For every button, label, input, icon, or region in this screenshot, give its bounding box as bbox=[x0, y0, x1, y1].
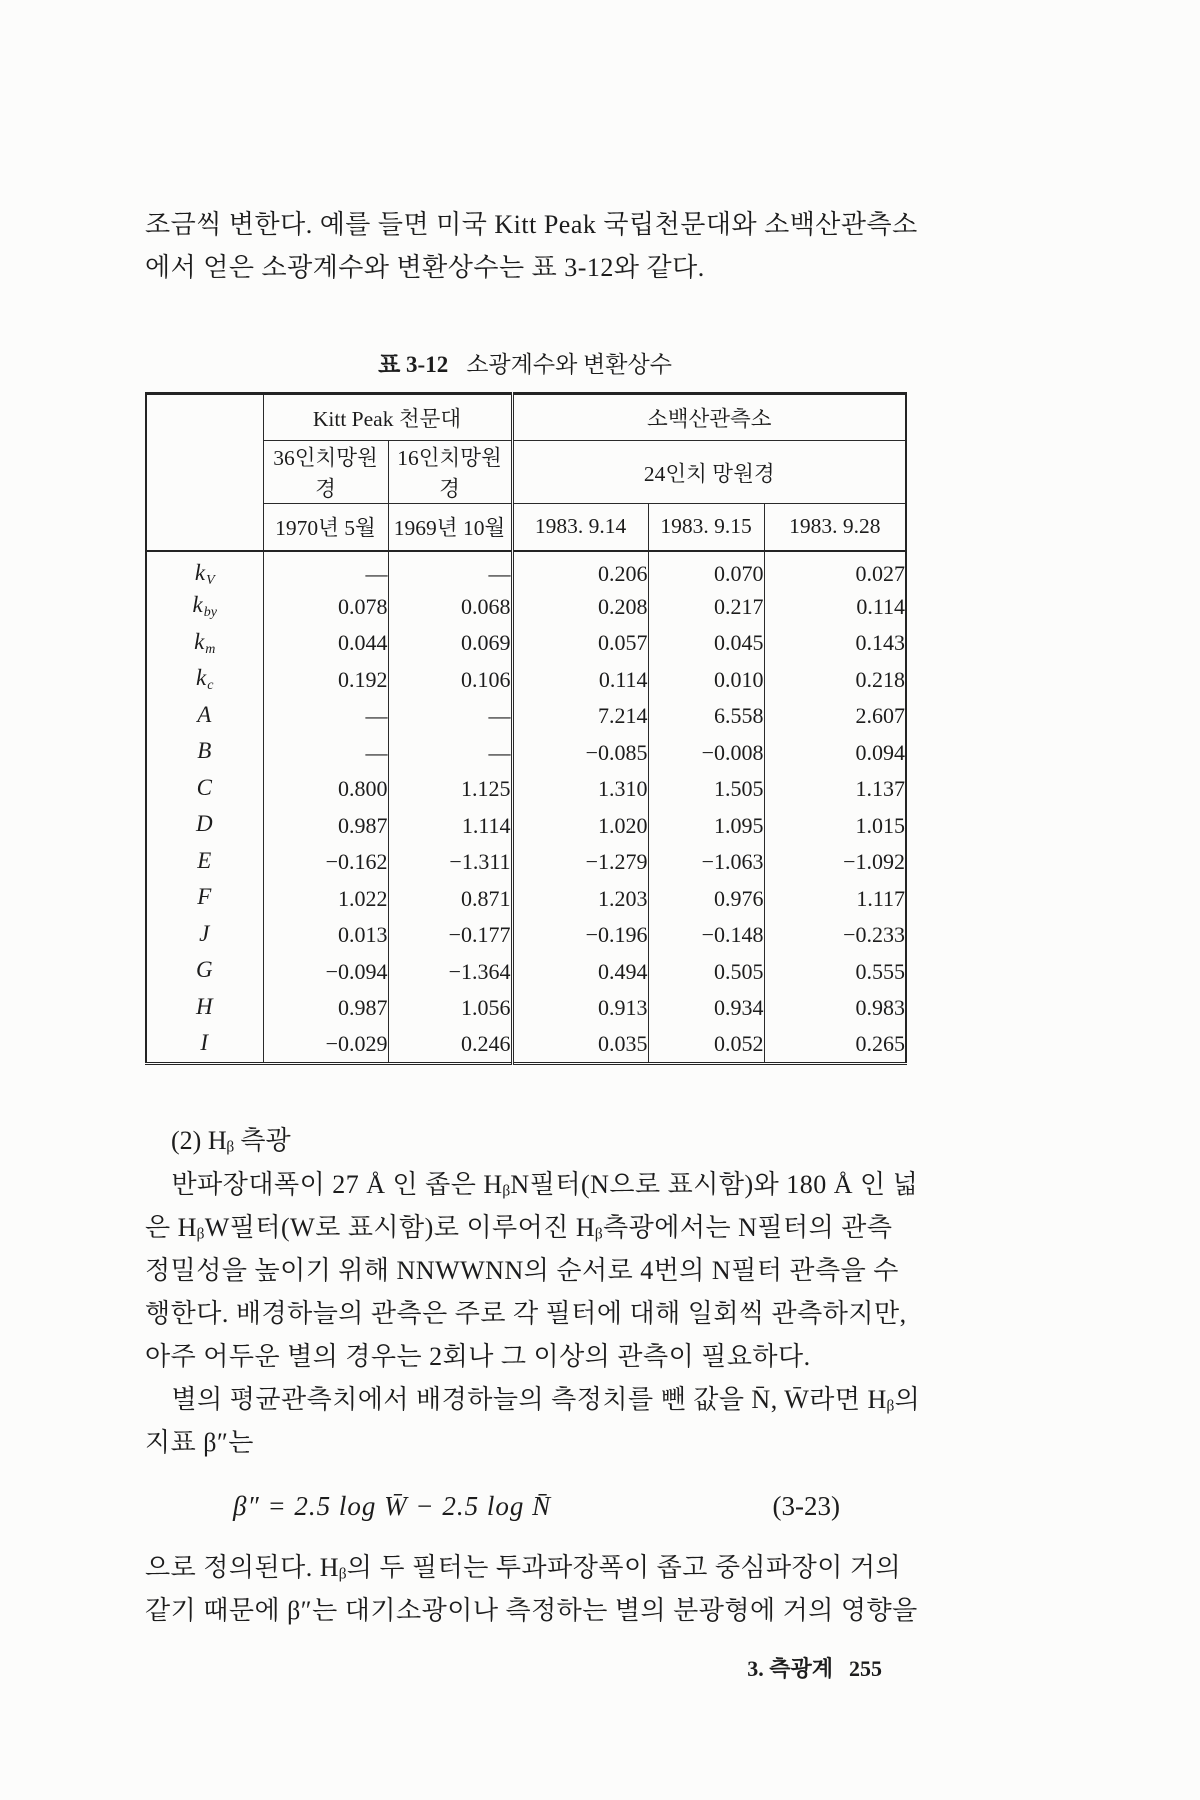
table-cell: — bbox=[365, 703, 388, 729]
table-cell: 1.505 bbox=[648, 771, 764, 808]
table-cell: −0.029 bbox=[325, 1031, 388, 1056]
table-cell: 7.214 bbox=[512, 698, 648, 735]
telescope-header-36inch: 36인치망원경 bbox=[263, 441, 388, 504]
table-cell: 0.094 bbox=[764, 735, 906, 772]
equation-number: (3-23) bbox=[772, 1490, 840, 1521]
table-cell: 0.044 bbox=[338, 630, 388, 656]
table-cell: 1.056 bbox=[388, 990, 512, 1027]
text-line: 행한다. 배경하늘의 관측은 주로 각 필터에 대해 일회씩 관측하지만, bbox=[145, 1298, 907, 1328]
table-row bbox=[146, 844, 906, 881]
empty-corner-cell bbox=[146, 394, 263, 551]
row-label: D bbox=[146, 808, 263, 845]
telescope-header-16inch: 16인치망원경 bbox=[388, 441, 512, 504]
table-cell: 1.015 bbox=[764, 808, 906, 845]
table-cell: 0.217 bbox=[648, 589, 764, 626]
table-cell: 0.505 bbox=[648, 954, 764, 991]
table-cell: −0.233 bbox=[764, 917, 906, 954]
table-row bbox=[146, 735, 906, 772]
date-header: 1983. 9.28 bbox=[764, 504, 906, 551]
paragraph-2 bbox=[145, 1378, 921, 1464]
equation-formula: β″ = 2.5 log W̄ − 2.5 log N̄ bbox=[233, 1490, 552, 1521]
table-header bbox=[146, 394, 906, 551]
table-row bbox=[146, 881, 906, 918]
table-cell: −1.279 bbox=[512, 844, 648, 881]
table-cell: −0.094 bbox=[325, 958, 388, 984]
row-label: E bbox=[146, 844, 263, 881]
footer-section-title: 3. 측광계 bbox=[747, 1655, 833, 1681]
table-cell: 0.052 bbox=[648, 1027, 764, 1064]
footer-page-number: 255 bbox=[849, 1655, 882, 1681]
table-cell: 0.206 bbox=[512, 551, 648, 589]
section-heading-hbeta: (2) Hᵦ 측광 bbox=[145, 1125, 291, 1155]
text-line: 으로 정의된다. Hᵦ의 두 필터는 투과파장폭이 좁고 중심파장이 거의 bbox=[145, 1552, 902, 1582]
page-content bbox=[145, 203, 921, 1683]
table-cell: 0.555 bbox=[764, 954, 906, 991]
date-header: 1970년 5월 bbox=[275, 516, 376, 541]
table-cell: −0.162 bbox=[325, 849, 388, 875]
row-label: G bbox=[146, 954, 263, 991]
text-line: 같기 때문에 β″는 대기소광이나 측정하는 별의 분광형에 거의 영향을 bbox=[145, 1595, 918, 1625]
table-cell: 0.246 bbox=[388, 1027, 512, 1064]
table-cell: 0.494 bbox=[512, 954, 648, 991]
text-line: 은 HᵦW필터(W로 표시함)로 이루어진 Hᵦ측광에서는 N필터의 관측 bbox=[145, 1212, 893, 1242]
table-cell: — bbox=[388, 698, 512, 735]
table-cell: 0.010 bbox=[648, 662, 764, 699]
table-cell: 0.143 bbox=[764, 625, 906, 662]
table-cell: −1.063 bbox=[648, 844, 764, 881]
intro-paragraph bbox=[145, 203, 918, 289]
table-cell: −0.085 bbox=[512, 735, 648, 772]
table-row bbox=[146, 917, 906, 954]
table-cell: −0.008 bbox=[648, 735, 764, 772]
extinction-coefficients-table bbox=[145, 392, 907, 1065]
table-row bbox=[146, 954, 906, 991]
table-cell: 0.265 bbox=[764, 1027, 906, 1064]
table-row bbox=[146, 551, 906, 589]
table-cell: 0.068 bbox=[388, 589, 512, 626]
table-cell: 0.106 bbox=[388, 662, 512, 699]
table-cell: 1.137 bbox=[764, 771, 906, 808]
row-label: $k_V$ bbox=[146, 551, 263, 589]
table-cell: 0.114 bbox=[512, 662, 648, 699]
column-group-sobaeksan: 소백산관측소 bbox=[512, 394, 906, 441]
row-label: $k_{by}$ bbox=[146, 589, 263, 626]
telescope-header-24inch: 24인치 망원경 bbox=[512, 441, 906, 504]
text-line: 아주 어두운 별의 경우는 2회나 그 이상의 관측이 필요하다. bbox=[145, 1341, 811, 1371]
table-cell: — bbox=[388, 735, 512, 772]
table-cell: 0.934 bbox=[648, 990, 764, 1027]
table-cell: −0.177 bbox=[388, 917, 512, 954]
table-cell: 1.125 bbox=[388, 771, 512, 808]
table-row bbox=[146, 1027, 906, 1064]
table-cell: 0.035 bbox=[512, 1027, 648, 1064]
table-cell: — bbox=[388, 551, 512, 589]
table-cell: 0.114 bbox=[764, 589, 906, 626]
equation-3-23 bbox=[145, 1484, 910, 1528]
table-row bbox=[146, 808, 906, 845]
table-cell: 0.913 bbox=[512, 990, 648, 1027]
table-cell: −0.148 bbox=[648, 917, 764, 954]
paragraph-1 bbox=[145, 1163, 919, 1378]
table-row bbox=[146, 990, 906, 1027]
table-row bbox=[146, 589, 906, 626]
table-cell: −1.092 bbox=[764, 844, 906, 881]
table-cell: −1.311 bbox=[388, 844, 512, 881]
table-row bbox=[146, 698, 906, 735]
table-cell: 0.218 bbox=[764, 662, 906, 699]
table-cell: — bbox=[365, 739, 388, 765]
table-cell: 0.078 bbox=[338, 593, 388, 619]
table-caption bbox=[145, 351, 905, 379]
table-cell: 0.013 bbox=[338, 922, 388, 948]
table-cell: 1.095 bbox=[648, 808, 764, 845]
page-footer bbox=[145, 1652, 910, 1683]
table-cell: 1.310 bbox=[512, 771, 648, 808]
table-cell: −1.364 bbox=[388, 954, 512, 991]
table-cell: 6.558 bbox=[648, 698, 764, 735]
row-label: $k_m$ bbox=[146, 625, 263, 662]
table-cell: 1.020 bbox=[512, 808, 648, 845]
table-body bbox=[146, 551, 906, 1064]
text-line: 별의 평균관측치에서 배경하늘의 측정치를 뺀 값을 N̄, W̄라면 Hᵦ의 bbox=[145, 1384, 921, 1414]
text-line: 에서 얻은 소광계수와 변환상수는 표 3-12와 같다. bbox=[145, 253, 705, 282]
row-label: $k_c$ bbox=[146, 662, 263, 699]
table-cell: 1.203 bbox=[512, 881, 648, 918]
table-cell: 1.114 bbox=[388, 808, 512, 845]
table-caption-label: 표 3-12 bbox=[378, 352, 449, 377]
date-header: 1969년 10월 bbox=[388, 504, 512, 551]
row-label: C bbox=[146, 771, 263, 808]
table-cell: 0.045 bbox=[648, 625, 764, 662]
table-cell: 0.987 bbox=[338, 995, 388, 1021]
row-label: I bbox=[146, 1027, 263, 1064]
column-group-kitt-peak: Kitt Peak 천문대 bbox=[263, 394, 512, 441]
text-line: 조금씩 변한다. 예를 들면 미국 Kitt Peak 국립천문대와 소백산관측소 bbox=[145, 210, 918, 239]
row-label: F bbox=[146, 881, 263, 918]
table-cell: — bbox=[365, 561, 388, 586]
date-header: 1983. 9.14 bbox=[512, 504, 648, 551]
table-cell: 0.070 bbox=[648, 551, 764, 589]
row-label: H bbox=[146, 990, 263, 1027]
table-cell: 0.800 bbox=[338, 776, 388, 802]
table-row bbox=[146, 771, 906, 808]
text-line: 반파장대폭이 27 Å 인 좁은 HᵦN필터(N으로 표시함)와 180 Å 인 넓 bbox=[145, 1169, 919, 1199]
table-cell: 0.192 bbox=[338, 666, 388, 692]
table-cell: 0.983 bbox=[764, 990, 906, 1027]
text-line: 지표 β″는 bbox=[145, 1427, 254, 1457]
table-row bbox=[146, 662, 906, 699]
text-line: 정밀성을 높이기 위해 NNWWNN의 순서로 4번의 N필터 관측을 수 bbox=[145, 1255, 899, 1285]
table-cell: 2.607 bbox=[764, 698, 906, 735]
table-cell: 0.208 bbox=[512, 589, 648, 626]
row-label: A bbox=[146, 698, 263, 735]
row-label: J bbox=[146, 917, 263, 954]
table-cell: 1.022 bbox=[338, 885, 388, 911]
row-label: B bbox=[146, 735, 263, 772]
table-cell: 0.987 bbox=[338, 812, 388, 838]
table-cell: 0.027 bbox=[764, 551, 906, 589]
paragraph-3 bbox=[145, 1546, 918, 1632]
table-cell: 0.871 bbox=[388, 881, 512, 918]
table-cell: 0.069 bbox=[388, 625, 512, 662]
table-row bbox=[146, 625, 906, 662]
table-cell: 1.117 bbox=[764, 881, 906, 918]
date-header: 1983. 9.15 bbox=[648, 504, 764, 551]
table-cell: 0.976 bbox=[648, 881, 764, 918]
table-caption-title: 소광계수와 변환상수 bbox=[466, 352, 672, 377]
table-cell: −0.196 bbox=[512, 917, 648, 954]
table-cell: 0.057 bbox=[512, 625, 648, 662]
